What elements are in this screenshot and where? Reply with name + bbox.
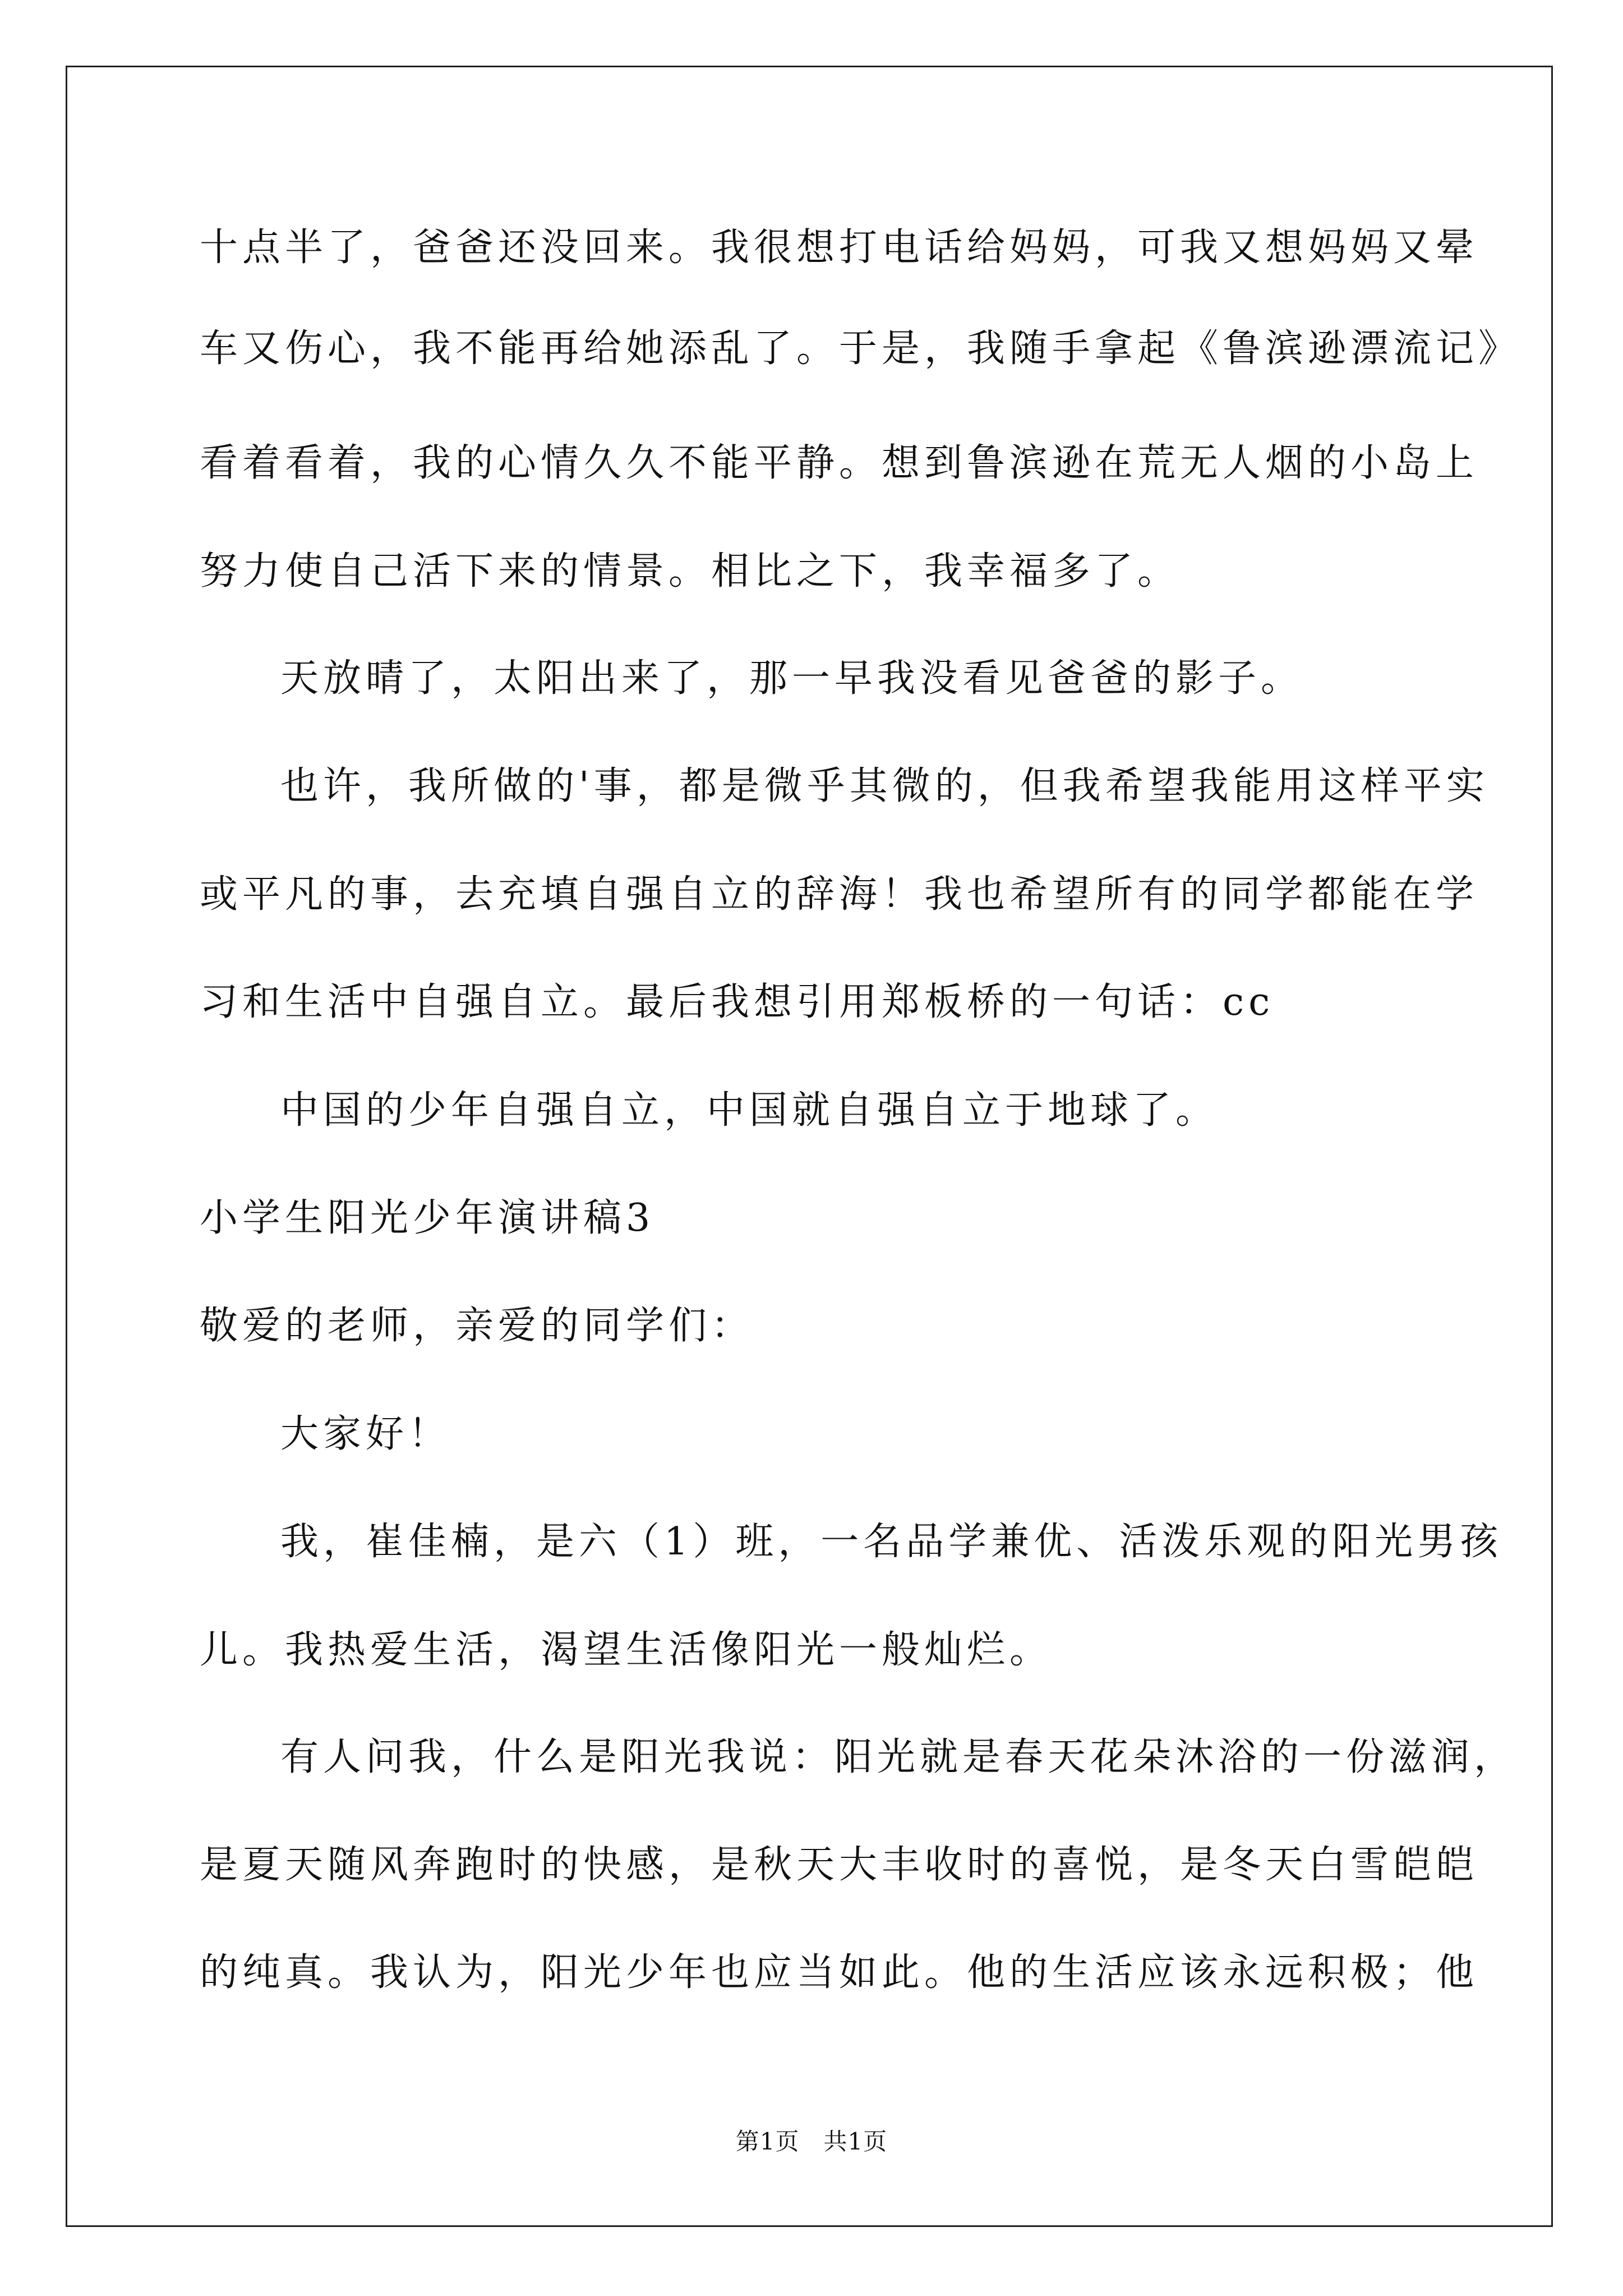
page-total: 共1页 (823, 2128, 888, 2155)
body-line: 也许，我所做的'事，都是微乎其微的，但我希望我能用这样平实 (280, 764, 1489, 808)
body-line: 是夏天随风奔跑时的快感，是秋天大丰收时的喜悦，是冬天白雪皑皑 (200, 1843, 1479, 1887)
page-footer (0, 2126, 1623, 2157)
body-line: 儿。我热爱生活，渴望生活像阳光一般灿烂。 (200, 1628, 1053, 1672)
page-number: 第1页 (735, 2128, 800, 2155)
salutation: 敬爱的老师，亲爱的同学们： (200, 1304, 754, 1348)
body-line: 十点半了，爸爸还没回来。我很想打电话给妈妈，可我又想妈妈又晕 (200, 226, 1479, 270)
body-line: 中国的少年自强自立，中国就自强自立于地球了。 (280, 1088, 1219, 1133)
body-line: 努力使自己活下来的情景。相比之下，我幸福多了。 (200, 549, 1181, 593)
greeting: 大家好！ (280, 1412, 451, 1456)
section-heading: 小学生阳光少年演讲稿3 (200, 1196, 655, 1240)
body-line: 我，崔佳楠，是六（1）班，一名品学兼优、活泼乐观的阳光男孩 (280, 1520, 1503, 1564)
body-line: 或平凡的事，去充填自强自立的辞海！我也希望所有的同学都能在学 (200, 872, 1479, 917)
body-line: 的纯真。我认为，阳光少年也应当如此。他的生活应该永远积极；他 (200, 1950, 1479, 1995)
body-line: 看着看着，我的心情久久不能平静。想到鲁滨逊在荒无人烟的小岛上 (200, 441, 1479, 485)
page-border (66, 66, 1553, 2227)
body-line: 车又伤心，我不能再给她添乱了。于是，我随手拿起《鲁滨逊漂流记》 (200, 326, 1521, 371)
body-line: 天放晴了，太阳出来了，那一早我没看见爸爸的影子。 (280, 656, 1304, 701)
body-line: 习和生活中自强自立。最后我想引用郑板桥的一句话：cc (200, 980, 1275, 1024)
body-line: 有人问我，什么是阳光我说：阳光就是春天花朵沐浴的一份滋润， (280, 1735, 1517, 1779)
